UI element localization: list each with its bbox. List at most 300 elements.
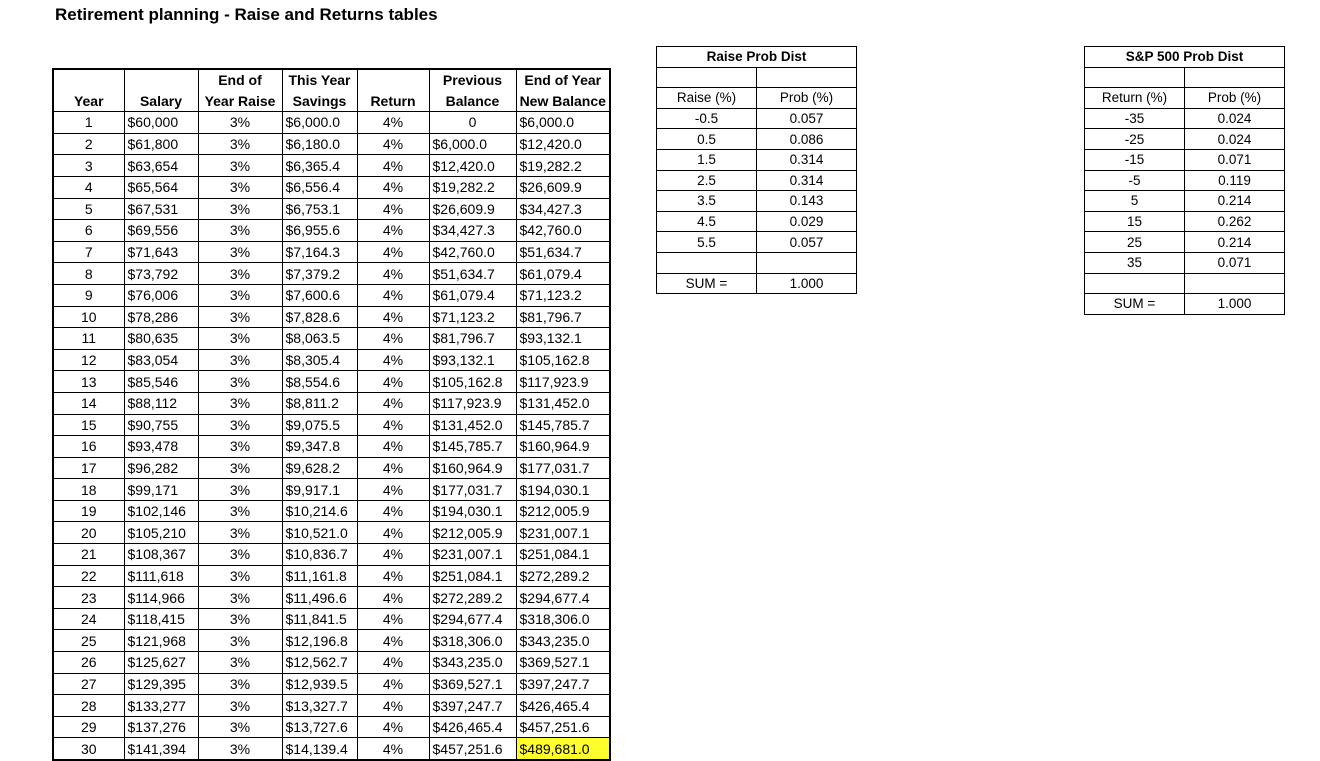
return-cell[interactable]: 4% <box>357 284 429 306</box>
raise-cell[interactable]: 3% <box>198 608 282 630</box>
prob-cell[interactable]: 0.214 <box>1185 232 1285 253</box>
new-balance-cell[interactable]: $131,452.0 <box>516 392 610 414</box>
previous-balance-cell[interactable]: $343,235.0 <box>429 652 516 674</box>
new-balance-cell[interactable]: $12,420.0 <box>516 133 610 155</box>
previous-balance-cell[interactable]: $457,251.6 <box>429 738 516 760</box>
header-cell-raise[interactable]: Year Raise <box>198 91 282 112</box>
table-row <box>53 306 610 328</box>
prob-cell[interactable]: 0.024 <box>1185 129 1285 150</box>
return-cell[interactable]: 4% <box>357 220 429 242</box>
return-cell[interactable]: 4% <box>357 500 429 522</box>
header-cell[interactable]: End of <box>198 69 282 91</box>
savings-cell[interactable]: $10,836.7 <box>282 544 357 566</box>
previous-balance-cell[interactable]: $369,527.1 <box>429 673 516 695</box>
new-balance-cell[interactable]: $105,162.8 <box>516 349 610 371</box>
savings-cell[interactable]: $7,164.3 <box>282 241 357 263</box>
prob-cell[interactable]: 0.143 <box>757 191 857 212</box>
return-cell[interactable]: 4% <box>357 565 429 587</box>
return-cell[interactable]: 4% <box>357 414 429 436</box>
value-cell[interactable]: 4.5 <box>657 211 757 232</box>
raise-cell[interactable]: 3% <box>198 414 282 436</box>
return-cell[interactable]: 4% <box>357 652 429 674</box>
year-cell[interactable]: 30 <box>53 738 124 760</box>
salary-cell[interactable]: $73,792 <box>124 263 198 285</box>
year-cell[interactable]: 13 <box>53 371 124 393</box>
raise-cell[interactable]: 3% <box>198 284 282 306</box>
new-balance-cell[interactable]: $294,677.4 <box>516 587 610 609</box>
prob-cell[interactable]: 0.086 <box>757 129 857 150</box>
return-cell[interactable]: 4% <box>357 328 429 350</box>
previous-balance-cell[interactable]: $81,796.7 <box>429 328 516 350</box>
sp-title-row <box>1085 47 1285 68</box>
salary-cell[interactable]: $118,415 <box>124 608 198 630</box>
table-row <box>1085 211 1285 232</box>
previous-balance-cell[interactable]: $294,677.4 <box>429 608 516 630</box>
prob-cell[interactable]: 0.029 <box>757 211 857 232</box>
value-cell[interactable]: -5 <box>1085 170 1185 191</box>
new-balance-cell[interactable]: $160,964.9 <box>516 436 610 458</box>
year-cell[interactable]: 12 <box>53 349 124 371</box>
salary-cell[interactable]: $85,546 <box>124 371 198 393</box>
raise-cell[interactable]: 3% <box>198 176 282 198</box>
salary-cell[interactable]: $129,395 <box>124 673 198 695</box>
value-cell[interactable]: -25 <box>1085 129 1185 150</box>
savings-cell[interactable]: $10,521.0 <box>282 522 357 544</box>
raise-cell[interactable]: 3% <box>198 587 282 609</box>
salary-cell[interactable]: $121,968 <box>124 630 198 652</box>
new-balance-cell[interactable]: $6,000.0 <box>516 112 610 134</box>
return-cell[interactable]: 4% <box>357 176 429 198</box>
table-row <box>53 112 610 134</box>
new-balance-cell[interactable]: $343,235.0 <box>516 630 610 652</box>
return-cell[interactable]: 4% <box>357 155 429 177</box>
header-cell[interactable]: This Year <box>282 69 357 91</box>
year-cell[interactable]: 24 <box>53 608 124 630</box>
savings-cell[interactable]: $8,811.2 <box>282 392 357 414</box>
year-cell[interactable]: 17 <box>53 457 124 479</box>
salary-cell[interactable]: $133,277 <box>124 695 198 717</box>
prob-cell[interactable]: 0.262 <box>1185 211 1285 232</box>
new-balance-cell[interactable]: $34,427.3 <box>516 198 610 220</box>
table-row <box>53 371 610 393</box>
savings-cell[interactable]: $10,214.6 <box>282 500 357 522</box>
value-cell[interactable]: 1.5 <box>657 149 757 170</box>
new-balance-cell[interactable]: $81,796.7 <box>516 306 610 328</box>
new-balance-cell[interactable]: $369,527.1 <box>516 652 610 674</box>
return-cell[interactable]: 4% <box>357 673 429 695</box>
year-cell[interactable]: 22 <box>53 565 124 587</box>
header-cell-new-balance[interactable]: New Balance <box>516 91 610 112</box>
salary-cell[interactable]: $141,394 <box>124 738 198 760</box>
table-row <box>1085 108 1285 129</box>
year-cell[interactable]: 8 <box>53 263 124 285</box>
sum-value[interactable]: 1.000 <box>757 273 857 294</box>
year-cell[interactable]: 28 <box>53 695 124 717</box>
savings-cell[interactable]: $14,139.4 <box>282 738 357 760</box>
previous-balance-cell[interactable]: $6,000.0 <box>429 133 516 155</box>
year-cell[interactable]: 18 <box>53 479 124 501</box>
new-balance-cell[interactable]: $318,306.0 <box>516 608 610 630</box>
raise-cell[interactable]: 3% <box>198 328 282 350</box>
sum-label[interactable]: SUM = <box>657 273 757 294</box>
year-cell[interactable]: 11 <box>53 328 124 350</box>
previous-balance-cell[interactable]: $61,079.4 <box>429 284 516 306</box>
savings-cell[interactable]: $11,496.6 <box>282 587 357 609</box>
salary-cell[interactable]: $80,635 <box>124 328 198 350</box>
value-cell[interactable]: 3.5 <box>657 191 757 212</box>
raise-table-title[interactable]: Raise Prob Dist <box>657 47 857 68</box>
table-row <box>53 414 610 436</box>
prob-cell[interactable]: 0.314 <box>757 170 857 191</box>
table-cell[interactable] <box>657 252 757 273</box>
raise-cell[interactable]: 3% <box>198 695 282 717</box>
salary-cell[interactable]: $65,564 <box>124 176 198 198</box>
value-cell[interactable]: -15 <box>1085 149 1185 170</box>
header-cell-previous-balance[interactable]: Balance <box>429 91 516 112</box>
salary-cell[interactable]: $61,800 <box>124 133 198 155</box>
salary-cell[interactable]: $111,618 <box>124 565 198 587</box>
raise-cell[interactable]: 3% <box>198 220 282 242</box>
return-cell[interactable]: 4% <box>357 716 429 738</box>
savings-cell[interactable]: $12,939.5 <box>282 673 357 695</box>
header-cell-savings[interactable]: Savings <box>282 91 357 112</box>
new-balance-cell[interactable]: $194,030.1 <box>516 479 610 501</box>
previous-balance-cell[interactable]: $397,247.7 <box>429 695 516 717</box>
raise-cell[interactable]: 3% <box>198 241 282 263</box>
table-row <box>1085 129 1285 150</box>
sum-value[interactable]: 1.000 <box>1185 294 1285 315</box>
table-row <box>53 738 610 760</box>
sp-header-row <box>1085 88 1285 109</box>
year-cell[interactable]: 23 <box>53 587 124 609</box>
savings-cell[interactable]: $9,075.5 <box>282 414 357 436</box>
new-balance-cell[interactable]: $212,005.9 <box>516 500 610 522</box>
new-balance-cell[interactable]: $397,247.7 <box>516 673 610 695</box>
table-cell[interactable] <box>757 252 857 273</box>
salary-cell[interactable]: $105,210 <box>124 522 198 544</box>
new-balance-cell[interactable]: $426,465.4 <box>516 695 610 717</box>
savings-cell[interactable]: $6,753.1 <box>282 198 357 220</box>
return-cell[interactable]: 4% <box>357 112 429 134</box>
new-balance-cell[interactable]: $19,282.2 <box>516 155 610 177</box>
previous-balance-cell[interactable]: $105,162.8 <box>429 371 516 393</box>
header-cell[interactable] <box>53 69 124 91</box>
header-cell[interactable]: Previous <box>429 69 516 91</box>
previous-balance-cell[interactable]: $194,030.1 <box>429 500 516 522</box>
year-cell[interactable]: 1 <box>53 112 124 134</box>
table-row <box>657 232 857 253</box>
raise-cell[interactable]: 3% <box>198 306 282 328</box>
return-cell[interactable]: 4% <box>357 371 429 393</box>
raise-cell[interactable]: 3% <box>198 522 282 544</box>
salary-cell[interactable]: $93,478 <box>124 436 198 458</box>
savings-cell[interactable]: $6,955.6 <box>282 220 357 242</box>
savings-cell[interactable]: $6,180.0 <box>282 133 357 155</box>
salary-cell[interactable]: $63,654 <box>124 155 198 177</box>
raise-cell[interactable]: 3% <box>198 436 282 458</box>
return-cell[interactable]: 4% <box>357 695 429 717</box>
new-balance-cell[interactable]: $42,760.0 <box>516 220 610 242</box>
previous-balance-cell[interactable]: $19,282.2 <box>429 176 516 198</box>
table-row <box>53 176 610 198</box>
return-col-header[interactable]: Return (%) <box>1085 88 1185 109</box>
new-balance-cell[interactable]: $117,923.9 <box>516 371 610 393</box>
raise-cell[interactable]: 3% <box>198 652 282 674</box>
table-row <box>53 630 610 652</box>
year-cell[interactable]: 10 <box>53 306 124 328</box>
page-title: Retirement planning - Raise and Returns tables <box>55 5 438 24</box>
return-cell[interactable]: 4% <box>357 457 429 479</box>
savings-cell[interactable]: $6,000.0 <box>282 112 357 134</box>
previous-balance-cell[interactable]: $251,084.1 <box>429 565 516 587</box>
raise-cell[interactable]: 3% <box>198 738 282 760</box>
savings-cell[interactable]: $12,562.7 <box>282 652 357 674</box>
raise-blank-row <box>657 67 857 88</box>
salary-cell[interactable]: $125,627 <box>124 652 198 674</box>
raise-cell[interactable]: 3% <box>198 673 282 695</box>
savings-cell[interactable]: $12,196.8 <box>282 630 357 652</box>
value-cell[interactable]: 15 <box>1085 211 1185 232</box>
table-cell[interactable] <box>1185 67 1285 88</box>
raise-cell[interactable]: 3% <box>198 198 282 220</box>
new-balance-cell[interactable]: $145,785.7 <box>516 414 610 436</box>
prob-cell[interactable]: 0.057 <box>757 232 857 253</box>
salary-cell[interactable]: $69,556 <box>124 220 198 242</box>
table-row <box>53 328 610 350</box>
prob-cell[interactable]: 0.071 <box>1185 149 1285 170</box>
savings-cell[interactable]: $8,554.6 <box>282 371 357 393</box>
year-cell[interactable]: 25 <box>53 630 124 652</box>
year-cell[interactable]: 2 <box>53 133 124 155</box>
return-cell[interactable]: 4% <box>357 436 429 458</box>
return-cell[interactable]: 4% <box>357 630 429 652</box>
value-cell[interactable]: 5.5 <box>657 232 757 253</box>
year-cell[interactable]: 4 <box>53 176 124 198</box>
year-cell[interactable]: 14 <box>53 392 124 414</box>
sp-blank-row <box>1085 67 1285 88</box>
return-cell[interactable]: 4% <box>357 479 429 501</box>
value-cell[interactable]: 0.5 <box>657 129 757 150</box>
salary-cell[interactable]: $96,282 <box>124 457 198 479</box>
raise-cell[interactable]: 3% <box>198 544 282 566</box>
prob-col-header[interactable]: Prob (%) <box>757 88 857 109</box>
table-row <box>53 284 610 306</box>
previous-balance-cell[interactable]: $131,452.0 <box>429 414 516 436</box>
salary-cell[interactable]: $90,755 <box>124 414 198 436</box>
previous-balance-cell[interactable]: $71,123.2 <box>429 306 516 328</box>
previous-balance-cell[interactable]: $177,031.7 <box>429 479 516 501</box>
raise-cell[interactable]: 3% <box>198 392 282 414</box>
value-cell[interactable]: -35 <box>1085 108 1185 129</box>
table-row <box>53 457 610 479</box>
year-cell[interactable]: 3 <box>53 155 124 177</box>
table-cell[interactable] <box>1085 67 1185 88</box>
savings-cell[interactable]: $13,327.7 <box>282 695 357 717</box>
sum-label[interactable]: SUM = <box>1085 294 1185 315</box>
year-cell[interactable]: 9 <box>53 284 124 306</box>
salary-cell[interactable]: $76,006 <box>124 284 198 306</box>
new-balance-cell[interactable]: $251,084.1 <box>516 544 610 566</box>
table-cell[interactable] <box>757 67 857 88</box>
year-cell[interactable]: 27 <box>53 673 124 695</box>
savings-cell[interactable]: $7,828.6 <box>282 306 357 328</box>
prob-cell[interactable]: 0.314 <box>757 149 857 170</box>
raise-cell[interactable]: 3% <box>198 133 282 155</box>
new-balance-cell[interactable]: $177,031.7 <box>516 457 610 479</box>
previous-balance-cell[interactable]: $26,609.9 <box>429 198 516 220</box>
previous-balance-cell[interactable]: $272,289.2 <box>429 587 516 609</box>
previous-balance-cell[interactable]: $34,427.3 <box>429 220 516 242</box>
table-row <box>53 695 610 717</box>
table-row <box>53 349 610 371</box>
table-cell[interactable] <box>657 67 757 88</box>
header-cell[interactable]: End of Year <box>516 69 610 91</box>
raise-cell[interactable]: 3% <box>198 371 282 393</box>
previous-balance-cell[interactable]: $318,306.0 <box>429 630 516 652</box>
return-cell[interactable]: 4% <box>357 522 429 544</box>
salary-cell[interactable]: $114,966 <box>124 587 198 609</box>
value-cell[interactable]: 2.5 <box>657 170 757 191</box>
new-balance-cell[interactable]: $93,132.1 <box>516 328 610 350</box>
new-balance-cell[interactable]: $26,609.9 <box>516 176 610 198</box>
table-row <box>1085 294 1285 315</box>
raise-cell[interactable]: 3% <box>198 500 282 522</box>
year-cell[interactable]: 29 <box>53 716 124 738</box>
previous-balance-cell[interactable]: $51,634.7 <box>429 263 516 285</box>
header-cell[interactable] <box>124 69 198 91</box>
previous-balance-cell[interactable]: $145,785.7 <box>429 436 516 458</box>
previous-balance-cell[interactable]: $12,420.0 <box>429 155 516 177</box>
return-cell[interactable]: 4% <box>357 608 429 630</box>
prob-cell[interactable]: 0.057 <box>757 108 857 129</box>
savings-cell[interactable]: $13,727.6 <box>282 716 357 738</box>
savings-cell[interactable]: $7,600.6 <box>282 284 357 306</box>
savings-cell[interactable]: $11,161.8 <box>282 565 357 587</box>
return-cell[interactable]: 4% <box>357 198 429 220</box>
salary-cell[interactable]: $88,112 <box>124 392 198 414</box>
year-cell[interactable]: 16 <box>53 436 124 458</box>
savings-cell[interactable]: $9,917.1 <box>282 479 357 501</box>
year-cell[interactable]: 26 <box>53 652 124 674</box>
salary-cell[interactable]: $108,367 <box>124 544 198 566</box>
prob-cell[interactable]: 0.024 <box>1185 108 1285 129</box>
salary-cell[interactable]: $78,286 <box>124 306 198 328</box>
previous-balance-cell[interactable]: $426,465.4 <box>429 716 516 738</box>
salary-cell[interactable]: $71,643 <box>124 241 198 263</box>
new-balance-cell[interactable]: $457,251.6 <box>516 716 610 738</box>
year-cell[interactable]: 21 <box>53 544 124 566</box>
value-cell[interactable]: 5 <box>1085 191 1185 212</box>
return-cell[interactable]: 4% <box>357 738 429 760</box>
savings-cell[interactable]: $7,379.2 <box>282 263 357 285</box>
header-cell-year[interactable]: Year <box>53 91 124 112</box>
table-cell[interactable] <box>1185 273 1285 294</box>
year-cell[interactable]: 6 <box>53 220 124 242</box>
savings-cell[interactable]: $9,347.8 <box>282 436 357 458</box>
header-cell-return[interactable]: Return <box>357 91 429 112</box>
new-balance-cell[interactable]: $272,289.2 <box>516 565 610 587</box>
value-cell[interactable]: 35 <box>1085 252 1185 273</box>
return-cell[interactable]: 4% <box>357 349 429 371</box>
raise-col-header[interactable]: Raise (%) <box>657 88 757 109</box>
return-cell[interactable]: 4% <box>357 241 429 263</box>
raise-header-row <box>657 88 857 109</box>
header-cell[interactable] <box>357 69 429 91</box>
previous-balance-cell[interactable]: $212,005.9 <box>429 522 516 544</box>
prob-cell[interactable]: 0.119 <box>1185 170 1285 191</box>
return-cell[interactable]: 4% <box>357 392 429 414</box>
salary-cell[interactable]: $102,146 <box>124 500 198 522</box>
salary-cell[interactable]: $60,000 <box>124 112 198 134</box>
year-cell[interactable]: 5 <box>53 198 124 220</box>
value-cell[interactable]: 25 <box>1085 232 1185 253</box>
savings-cell[interactable]: $11,841.5 <box>282 608 357 630</box>
raise-cell[interactable]: 3% <box>198 479 282 501</box>
year-cell[interactable]: 15 <box>53 414 124 436</box>
value-cell[interactable]: -0.5 <box>657 108 757 129</box>
header-cell-salary[interactable]: Salary <box>124 91 198 112</box>
return-cell[interactable]: 4% <box>357 544 429 566</box>
salary-cell[interactable]: $137,276 <box>124 716 198 738</box>
prob-col-header[interactable]: Prob (%) <box>1185 88 1285 109</box>
table-row <box>657 273 857 294</box>
savings-cell[interactable]: $6,556.4 <box>282 176 357 198</box>
new-balance-cell[interactable]: $231,007.1 <box>516 522 610 544</box>
raise-cell[interactable]: 3% <box>198 263 282 285</box>
table-row <box>53 522 610 544</box>
new-balance-cell[interactable]: $71,123.2 <box>516 284 610 306</box>
year-cell[interactable]: 7 <box>53 241 124 263</box>
new-balance-cell[interactable]: $61,079.4 <box>516 263 610 285</box>
prob-cell[interactable]: 0.214 <box>1185 191 1285 212</box>
savings-cell[interactable]: $8,305.4 <box>282 349 357 371</box>
table-row <box>1085 149 1285 170</box>
raise-cell[interactable]: 3% <box>198 716 282 738</box>
salary-cell[interactable]: $83,054 <box>124 349 198 371</box>
raise-cell[interactable]: 3% <box>198 630 282 652</box>
previous-balance-cell[interactable]: $160,964.9 <box>429 457 516 479</box>
return-cell[interactable]: 4% <box>357 133 429 155</box>
previous-balance-cell[interactable]: $93,132.1 <box>429 349 516 371</box>
salary-cell[interactable]: $67,531 <box>124 198 198 220</box>
prob-cell[interactable]: 0.071 <box>1185 252 1285 273</box>
previous-balance-cell[interactable]: $231,007.1 <box>429 544 516 566</box>
new-balance-cell[interactable]: $489,681.0 <box>516 738 610 760</box>
previous-balance-cell[interactable]: $117,923.9 <box>429 392 516 414</box>
return-cell[interactable]: 4% <box>357 587 429 609</box>
new-balance-cell[interactable]: $51,634.7 <box>516 241 610 263</box>
header-row-1 <box>53 69 610 91</box>
return-cell[interactable]: 4% <box>357 263 429 285</box>
raise-cell[interactable]: 3% <box>198 565 282 587</box>
year-cell[interactable]: 19 <box>53 500 124 522</box>
previous-balance-cell[interactable]: 0 <box>429 112 516 134</box>
savings-cell[interactable]: $6,365.4 <box>282 155 357 177</box>
raise-cell[interactable]: 3% <box>198 457 282 479</box>
table-cell[interactable] <box>1085 273 1185 294</box>
previous-balance-cell[interactable]: $42,760.0 <box>429 241 516 263</box>
return-cell[interactable]: 4% <box>357 306 429 328</box>
raise-cell[interactable]: 3% <box>198 349 282 371</box>
header-row-2 <box>53 91 610 112</box>
raise-cell[interactable]: 3% <box>198 112 282 134</box>
raise-cell[interactable]: 3% <box>198 155 282 177</box>
savings-cell[interactable]: $8,063.5 <box>282 328 357 350</box>
savings-cell[interactable]: $9,628.2 <box>282 457 357 479</box>
salary-cell[interactable]: $99,171 <box>124 479 198 501</box>
year-cell[interactable]: 20 <box>53 522 124 544</box>
sp-table-title[interactable]: S&P 500 Prob Dist <box>1085 47 1285 68</box>
